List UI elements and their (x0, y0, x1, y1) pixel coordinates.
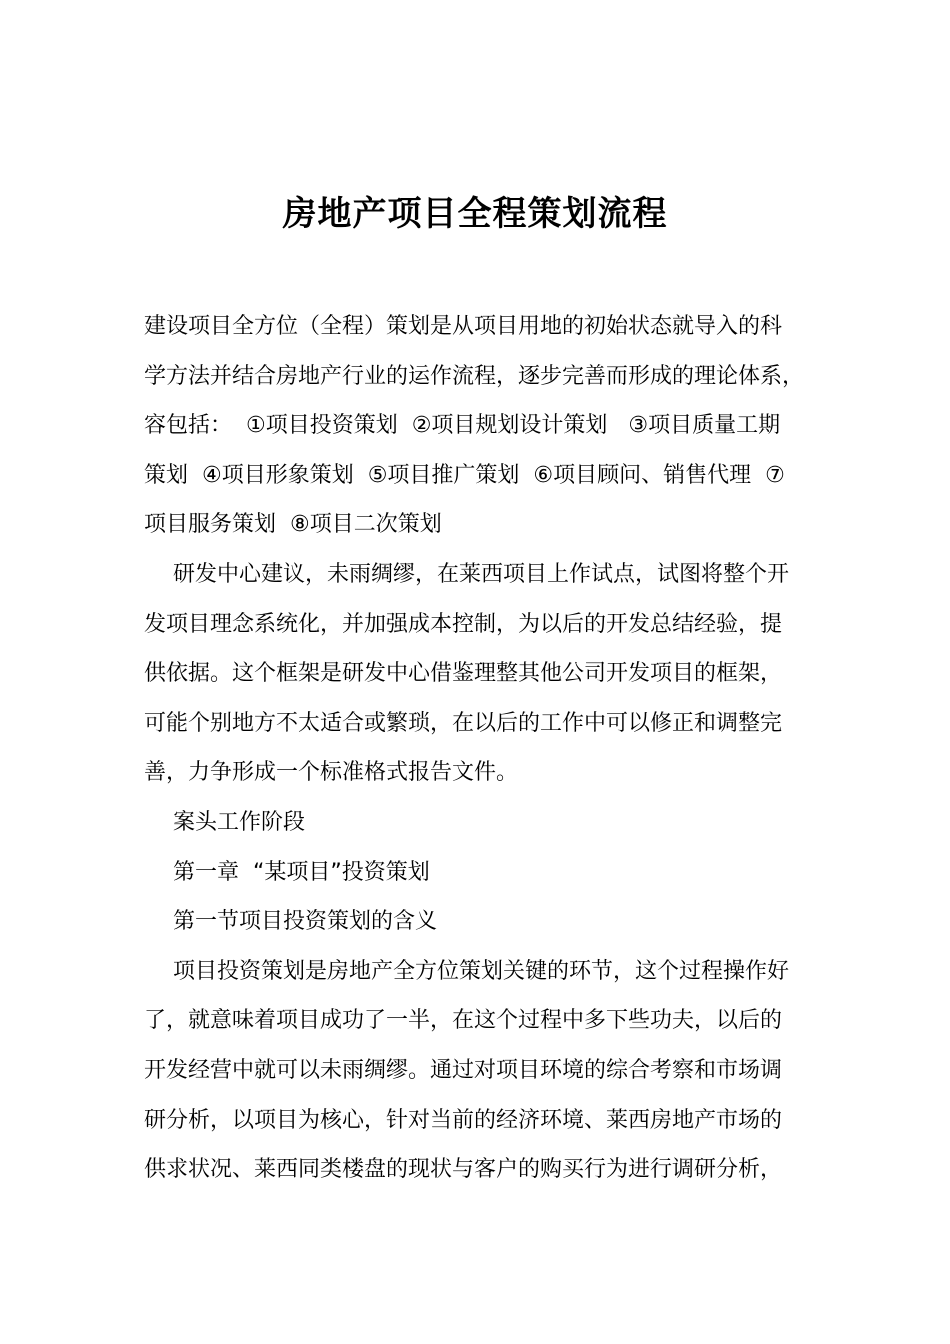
text-line: 供求状况、莱西同类楼盘的现状与客户的购买行为进行调研分析， (144, 1157, 783, 1183)
text-line: 项目服务策划 ⑧项目二次策划 (144, 512, 442, 538)
text-line: 开发经营中就可以未雨绸缪。通过对项目环境的综合考察和市场调 (144, 1057, 783, 1083)
text-line: 策划 ④项目形象策划 ⑤项目推广策划 ⑥项目顾问、销售代理 ⑦ (144, 462, 785, 488)
text-line: 发项目理念系统化，并加强成本控制，为以后的开发总结经验，提 (144, 611, 783, 637)
text-line: 可能个别地方不太适合或繁琐，在以后的工作中可以修正和调整完 (144, 710, 783, 736)
text-line: 容包括： ①项目投资策划 ②项目规划设计策划 ③项目质量工期 (144, 413, 781, 439)
text-line: 学方法并结合房地产行业的运作流程，逐步完善而形成的理论体系， (144, 363, 805, 389)
text-line: 建设项目全方位（全程）策划是从项目用地的初始状态就导入的科 (144, 314, 783, 339)
text-line: 供依据。这个框架是研发中心借鉴理整其他公司开发项目的框架， (144, 661, 783, 687)
text-line: 研分析，以项目为核心，针对当前的经济环境、莱西房地产市场的 (144, 1107, 783, 1133)
chapter-heading: 第一章 “某项目”投资策划 (173, 859, 430, 885)
text-line: 了，就意味着项目成功了一半，在这个过程中多下些功夫，以后的 (144, 1008, 783, 1034)
section-heading: 案头工作阶段 (173, 809, 306, 835)
document-body (144, 302, 804, 1195)
text-line: 善，力争形成一个标准格式报告文件。 (144, 760, 519, 786)
text-line: 研发中心建议，未雨绸缪，在莱西项目上作试点，试图将整个开 (173, 561, 790, 587)
section-heading: 第一节项目投资策划的含义 (173, 909, 438, 935)
document-title: 房地产项目全程策划流程 (282, 194, 668, 234)
text-line: 项目投资策划是房地产全方位策划关键的环节，这个过程操作好 (173, 958, 790, 984)
